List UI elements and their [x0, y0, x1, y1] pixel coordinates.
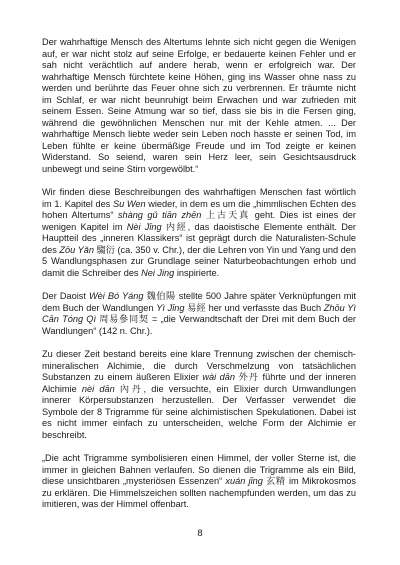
paragraph-3-text: 魏伯陽 stellte 500 Jahre später Verknüpfungen mit dem Buch der Wandlungen	[42, 291, 357, 313]
paragraph-2-text: 上古天真 geht. Dies ist eines der wenigen Kapitel im	[42, 210, 356, 232]
page-number: 8	[197, 528, 203, 539]
paragraph-2-term-nei-jing-2: Nei Jing	[141, 267, 175, 278]
paragraph-2-text: Wir finden diese Beschreibungen des wahrhaftigen Menschen fast wörtlich im 1. Kapitel des	[42, 187, 356, 209]
paragraph-3-text: 周易參同契 = „die Verwandtschaft der Drei mit dem Buch der Wandlungen“ (142 n. Chr.).	[42, 314, 356, 336]
paragraph-3-text: 易經 her und verfasste das Buch	[184, 302, 324, 313]
paragraph-2-text: inspirierte.	[174, 267, 220, 278]
paragraph-4-text: 外丹 führte und der inneren Alchimie	[42, 372, 357, 394]
paragraph-4-term-wai-dan: wài dān	[202, 372, 236, 382]
paragraph-4-text: Zu dieser Zeit bestand bereits eine klare Trennung zwischen der chemisch-mineralischen Alchimie, die durch Verschmelzung von tatsächlichen Substanzen zu einem äußeren Elixier	[42, 349, 356, 382]
paragraph-5	[42, 453, 356, 511]
paragraph-3-term-yi-jing: Yì Jīng	[156, 302, 185, 313]
paragraph-2-term-shang-gu-tian-zhen: shàng gǔ tiān zhēn	[117, 210, 202, 220]
paragraph-4	[42, 349, 356, 441]
paragraph-2-term-nei-jing: Nèi Jīng	[126, 221, 162, 232]
paragraph-3-term-zhou-yi: Zhōu Yì Cān Tóng Qì	[42, 302, 356, 324]
paragraph-1	[42, 37, 356, 175]
paragraph-2-text: 騶衍 (ca. 350 v. Chr.), der die Lehren von Yin und Yang und den 5 Wandlungsphasen zur Grundlage seiner Naturbeobachtungen erhob und damit die Schreiber des	[42, 244, 356, 278]
paragraph-3-term-wei-bo-yang: Wèi Bó Yáng	[89, 291, 144, 301]
paragraph-4-term-nei-dan: nèi dān	[81, 383, 115, 394]
paragraph-5-term-xuan-jing: xuán jīng	[225, 476, 263, 486]
paragraph-2-text: wieder, in dem es um die „himmlischen Echten des hohen Altertums“	[42, 198, 356, 220]
paragraph-2-text: 内經, das daoistische Elemente enthält. Der Hauptteil des „inneren Klassikers“ ist geprägt durch die Naturalisten-Schule des	[42, 221, 356, 255]
paragraph-5-text: „Die acht Trigramme symbolisieren einen Himmel, der voller Sterne ist, die immer in gleichen Bahnen verlaufen. So dienen die Trigramme als ein Bild, diese unsichtbaren „mysteriösen Essenzen“	[42, 453, 356, 486]
paragraph-2-term-zou-yan: Zōu Yǎn	[59, 244, 94, 255]
paragraph-2-term-su-wen: Su Wen	[112, 198, 146, 209]
document-page	[42, 37, 356, 523]
paragraph-3-text: Der Daoist	[42, 291, 89, 301]
paragraph-3	[42, 291, 356, 337]
paragraph-5-text: 玄精 im Mikrokosmos zu erklären. Die Himmelszeichen sollten nachempfunden werden, um das zu imitieren, was der Himmel offenbart.	[42, 476, 356, 509]
paragraph-1-text: Der wahrhaftige Mensch des Altertums lehnte sich nicht gegen die Wenigen auf, er war nicht stolz auf seine Erfolge, er bedauerte keinen Fehler und er sah nicht verächtlich auf andere herab, wenn er erfolgreich war. Der wahrhaftige Mensch fürchtete keine Höhen, ging ins Wasser ohne nass zu werden und berührte das Feuer ohne sich zu verbrennen. Er träumte nicht im Schlaf, er war nicht beunruhigt beim Erwachen und war zufrieden mit seinem Essen. Seine Atmung war so tief, dass sie bis in die Fersen ging, während die gewöhnlichen Menschen nur mit der Kehle atmen. ... Der wahrhaftige Mensch liebte weder sein Leben noch hasste er seinen Tod, im Leben fühlte er keine übermäßige Freude und im Tod zeigte er keinen Widerstand. So seiend, waren sein Herz leer, sein Gesichtsausdruck unbewegt und seine Stirn vorgewölbt.“	[42, 37, 356, 174]
paragraph-2	[42, 187, 356, 279]
paragraph-4-text: 內丹, die versuchte, ein Elixier durch Umwandlungen innerer Körpersubstanzen herzustellen. Der Verfasser verwendet die Symbole der 8 Trigramme für seine alchimistischen Spekulationen. Dabei ist es nicht immer einfach zu unterscheiden, welche Form der Alchimie er beschreibt.	[42, 383, 356, 440]
